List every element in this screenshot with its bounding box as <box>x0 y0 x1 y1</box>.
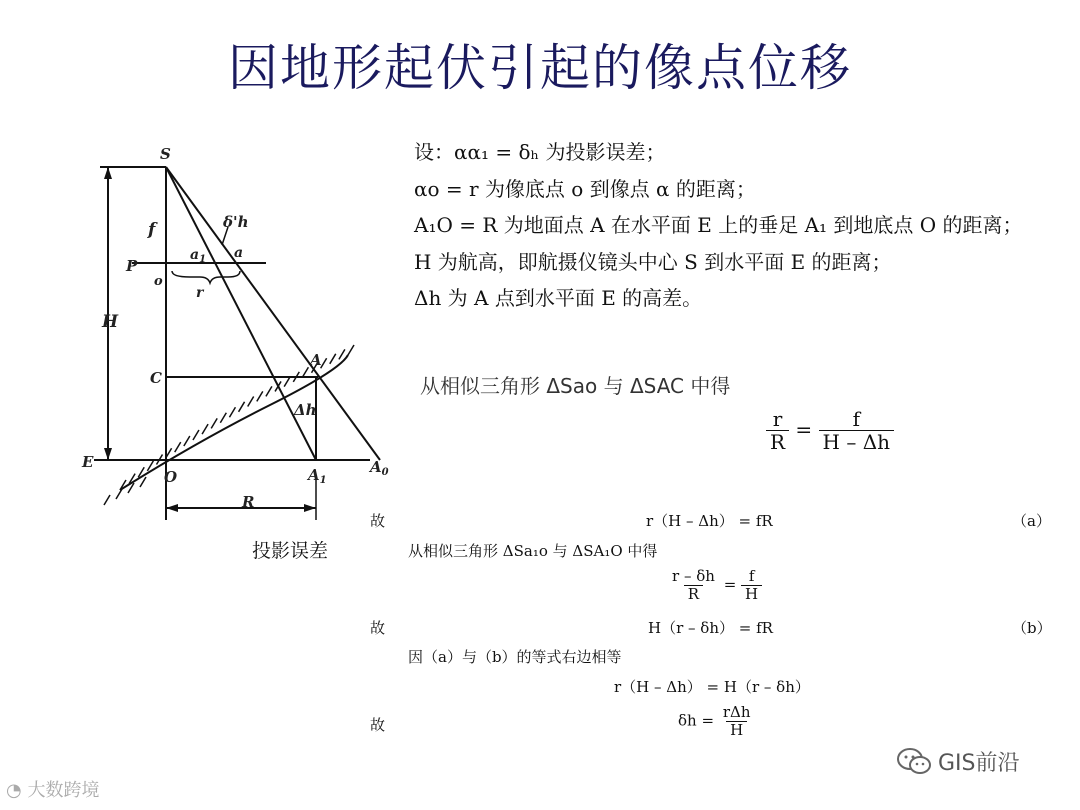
derivation-intro-2: 从相似三角形 ΔSa₁o 与 ΔSA₁O 中得 <box>408 542 658 560</box>
definition-line: αo = r 为像底点 o 到像点 α 的距离； <box>414 176 756 201</box>
gu-label-3: 故 <box>370 716 386 734</box>
h-arrow-bottom <box>104 448 112 460</box>
definition-line: A₁O = R 为地面点 A 在水平面 E 上的垂足 A₁ 到地底点 O 的距离； <box>414 213 1023 237</box>
label-s: S <box>160 145 171 163</box>
derivation-intro-1: 从相似三角形 ΔSao 与 ΔSAC 中得 <box>420 374 731 398</box>
definition-line: Δh 为 A 点到水平面 E 的高差。 <box>414 286 703 310</box>
diagram-caption: 投影误差 <box>252 540 329 562</box>
definition-line: 设：αα₁ = δₕ 为投影误差； <box>414 140 666 164</box>
watermark-left: ◔ 大数跨境 <box>6 780 100 801</box>
label-o: O <box>164 468 178 486</box>
label-a-small: a <box>234 245 244 261</box>
label-r: r <box>196 285 204 301</box>
h-arrow-top <box>104 167 112 179</box>
chat-bubble-icon: ◔ <box>6 780 22 801</box>
watermark-right: GIS前沿 <box>896 746 1020 777</box>
page-title: 因地形起伏引起的像点位移 <box>228 39 852 97</box>
label-c: C <box>150 369 162 387</box>
derivation-intro-3: 因（a）与（b）的等式右边相等 <box>408 648 622 666</box>
equation-tag-a: （a） <box>1012 512 1051 530</box>
equation-c: r（H – Δh） = H（r – δh） <box>614 678 810 696</box>
wechat-icon <box>896 747 932 777</box>
label-a1: $A_1$ <box>308 466 327 486</box>
fraction-equation-2: $\frac{r - \delta h}{R}$ = $\frac{f}{H}$ <box>668 568 762 603</box>
projection-error-diagram <box>80 135 400 535</box>
equation-b: H（r – δh） = fR <box>648 619 773 637</box>
equation-tag-b: （b） <box>1012 619 1052 637</box>
label-delta-h-height: Δh <box>294 401 317 419</box>
label-f: f <box>148 220 156 240</box>
label-o-small: o <box>154 274 163 289</box>
label-a0: $A_0$ <box>370 458 389 478</box>
label-a1-small: $a_1$ <box>190 247 207 265</box>
definitions-block <box>414 134 1023 317</box>
label-a: A <box>310 351 322 369</box>
r-brace <box>172 271 240 283</box>
gu-label-1: 故 <box>370 512 386 530</box>
label-p: P <box>126 257 138 275</box>
equation-d: δh = $\frac{\text{rΔh}}{H}$ <box>678 703 751 739</box>
label-delta-h: δ'h <box>223 213 249 231</box>
definition-line: H 为航高，即航摄仪镜头中心 S 到水平面 E 的距离； <box>414 249 892 274</box>
fraction-equation-1: $\frac{r}{R}$ = $\frac{f}{H - \Delta h}$ <box>766 408 894 454</box>
label-h: H <box>102 312 119 332</box>
equation-a: r（H – Δh） = fR <box>646 512 773 530</box>
label-e: E <box>82 453 94 471</box>
ray-s-a0 <box>166 167 380 460</box>
label-r-ground: R <box>242 493 255 511</box>
gu-label-2: 故 <box>370 619 386 637</box>
